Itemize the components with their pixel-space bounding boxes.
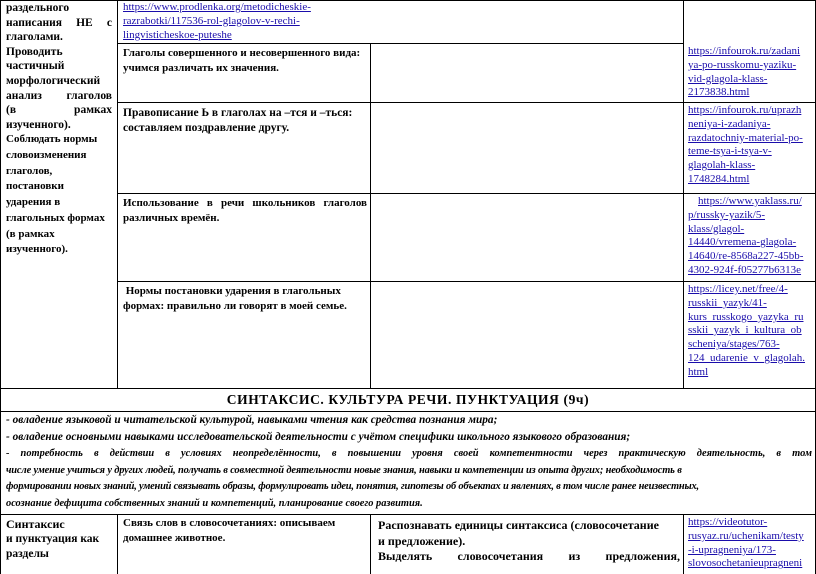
- lesson-link-cell: [688, 283, 814, 380]
- left-text-line: глаголами.: [6, 31, 63, 44]
- topic-line: Правописание Ь в глаголах на –тся и –ться:: [123, 107, 353, 119]
- topic-line: Использование в речи школьников глаголов: [123, 197, 367, 209]
- column-divider: [117, 0, 118, 389]
- link-line[interactable]: https://videotutor-: [688, 516, 768, 528]
- section-name-cell: [6, 517, 114, 562]
- column-divider: [683, 514, 684, 574]
- left-text-line: ударения в: [6, 196, 61, 209]
- link-line[interactable]: html: [688, 365, 709, 378]
- link-line[interactable]: neniya-i-zadaniya-: [688, 117, 771, 130]
- link-line[interactable]: kurs_russkogo_yazyka_ru: [688, 310, 804, 323]
- row-divider: [117, 43, 683, 44]
- link-line[interactable]: klass/glagol-: [688, 222, 745, 235]
- section-name-line: Синтаксис: [6, 517, 65, 531]
- link-line[interactable]: https://www.prodlenka.org/metodicheskie-: [123, 1, 311, 13]
- topic-line: формах: правильно ли говорят в моей семье.: [123, 300, 347, 312]
- topic-line: Связь слов в словосочетаниях: описываем: [123, 517, 336, 529]
- goals-block: [6, 412, 812, 512]
- link-line[interactable]: sskii_yazyk_i_kultura_ob: [688, 324, 802, 337]
- activity-cell: [378, 518, 680, 565]
- resource-link[interactable]: [688, 104, 814, 187]
- left-text-line: (в рамках: [6, 227, 55, 240]
- left-text-line: раздельного: [6, 2, 70, 14]
- section-divider: [0, 514, 816, 515]
- topic-line: различных времён.: [123, 212, 220, 224]
- link-line[interactable]: https://licey.net/free/4-: [688, 283, 788, 295]
- left-text-line: изученного).: [6, 243, 68, 256]
- link-line[interactable]: 4302-924f-f05277b6313e: [688, 263, 802, 276]
- column-divider: [370, 514, 371, 574]
- link-line[interactable]: scheniya/stages/763-: [688, 338, 780, 351]
- section-name-line: и пунктуация как: [6, 533, 100, 545]
- topic-line: Глаголы совершенного и несовершенного вида:: [123, 47, 361, 59]
- topic-line: составляем поздравление другу.: [123, 122, 290, 134]
- link-line[interactable]: 1748284.html: [688, 172, 750, 185]
- section-name-line: разделы: [6, 548, 49, 560]
- lesson-topic: [123, 106, 367, 136]
- lesson-link-cell: [688, 45, 814, 100]
- left-text-line: Проводить: [6, 45, 63, 58]
- link-line[interactable]: 2173838.html: [688, 86, 750, 99]
- left-text-line: Соблюдать нормы: [6, 133, 98, 146]
- link-line[interactable]: razdatochniy-material-po-: [688, 131, 803, 144]
- lesson-link-cell: [688, 104, 814, 187]
- left-text-line: изученного).: [6, 118, 71, 131]
- link-line[interactable]: rusyaz.ru/uchenikam/testy: [688, 529, 804, 542]
- left-text-line: (в рамках: [6, 104, 112, 117]
- lesson-topic: [123, 196, 367, 226]
- link-line[interactable]: lingvisticheskoe-puteshe: [123, 28, 232, 41]
- goal-line: формировании новых знаний, умений связывать образы, формулировать идеи, понятия, гипотезы об объектах и явлениях, в том числе ранее неизвестных,: [6, 481, 699, 493]
- lesson-topic: [123, 46, 367, 76]
- resource-link[interactable]: [688, 195, 814, 278]
- row-divider: [117, 281, 816, 282]
- column-divider: [370, 43, 371, 389]
- goal-line: - овладение основными навыками исследовательской деятельности с учётом специфики школьного языкового образования;: [6, 431, 631, 443]
- resource-link[interactable]: [123, 1, 378, 42]
- lesson-topic: [123, 284, 367, 314]
- link-line[interactable]: 124_udarenie_v_glagolah.: [688, 351, 805, 364]
- link-line[interactable]: razrabotki/117536-rol-glagolov-v-rechi-: [123, 14, 300, 27]
- link-line[interactable]: https://www.yaklass.ru/: [698, 195, 802, 207]
- link-line[interactable]: 14640/re-8568a227-45bb-: [688, 250, 804, 263]
- left-text-line: частичный: [6, 60, 65, 73]
- left-text-line: морфологический: [6, 74, 101, 87]
- section-title: СИНТАКСИС. КУЛЬТУРА РЕЧИ. ПУНКТУАЦИЯ (9ч): [226, 392, 590, 407]
- activity-line: Распознавать единицы синтаксиса (словосочетание: [378, 518, 659, 532]
- lesson-topic: [123, 516, 367, 546]
- link-line[interactable]: https://infourok.ru/zadani: [688, 45, 801, 57]
- column-divider: [683, 0, 684, 389]
- row-divider: [117, 102, 816, 103]
- goal-line: числе умение учиться у других людей, получать в совместной деятельности новые знания, навыки и компетенции из опыта других; необходимость в: [6, 464, 682, 476]
- left-text-line: словоизменения: [6, 149, 87, 162]
- lesson-link-cell: [688, 195, 814, 278]
- link-line[interactable]: p/russky-yazik/5-: [688, 208, 765, 221]
- left-text-line: глагольных формах: [6, 211, 105, 224]
- link-line[interactable]: -i-upragneniya/173-: [688, 543, 776, 556]
- left-text-line: глаголов,: [6, 164, 53, 177]
- link-line[interactable]: vid-glagola-klass-: [688, 72, 768, 85]
- column-divider: [117, 514, 118, 574]
- resource-link[interactable]: [688, 283, 814, 380]
- top-link-cell: [123, 1, 378, 42]
- link-line[interactable]: ya-po-russkomu-yaziku-: [688, 58, 797, 71]
- link-line[interactable]: russkii_yazyk/41-: [688, 296, 767, 309]
- goal-line: осознание дефицита собственных знаний и компетенций, планирование своего развития.: [6, 497, 423, 509]
- topic-line: учимся различать их значения.: [123, 62, 279, 74]
- topic-line: домашнее животное.: [123, 532, 226, 544]
- goal-line: - потребность в действии в условиях неопределённости, в повышении уровня своей компетентности через практическую деятельность, в том: [6, 448, 812, 459]
- table-border-left: [0, 0, 1, 574]
- goal-line: - овладение языковой и читательской культурой, навыками чтения как средства познания мира;: [6, 414, 498, 426]
- resource-link[interactable]: [688, 516, 814, 571]
- lesson-link-cell: [688, 516, 814, 571]
- row-divider: [117, 193, 816, 194]
- section-divider: [0, 388, 816, 389]
- left-column-cell: [6, 1, 112, 258]
- resource-link[interactable]: [688, 45, 814, 100]
- activity-line: и предложение).: [378, 533, 466, 548]
- link-line[interactable]: 14440/vremena-glagola-: [688, 236, 797, 249]
- topic-line: Нормы постановки ударения в глагольных: [123, 285, 341, 297]
- link-line[interactable]: glagolah-klass-: [688, 159, 756, 172]
- activity-line: Выделять словосочетания из предложения,: [378, 549, 680, 563]
- link-line[interactable]: https://infourok.ru/uprazh: [688, 104, 802, 116]
- link-line[interactable]: teme-tsya-i-tsya-v-: [688, 145, 772, 158]
- left-text-line: постановки: [6, 180, 64, 193]
- left-text-line: написания НЕ с: [6, 16, 112, 29]
- left-text-line: анализ глаголов: [6, 89, 112, 102]
- link-line[interactable]: slovosochetanieupragneni: [688, 557, 803, 570]
